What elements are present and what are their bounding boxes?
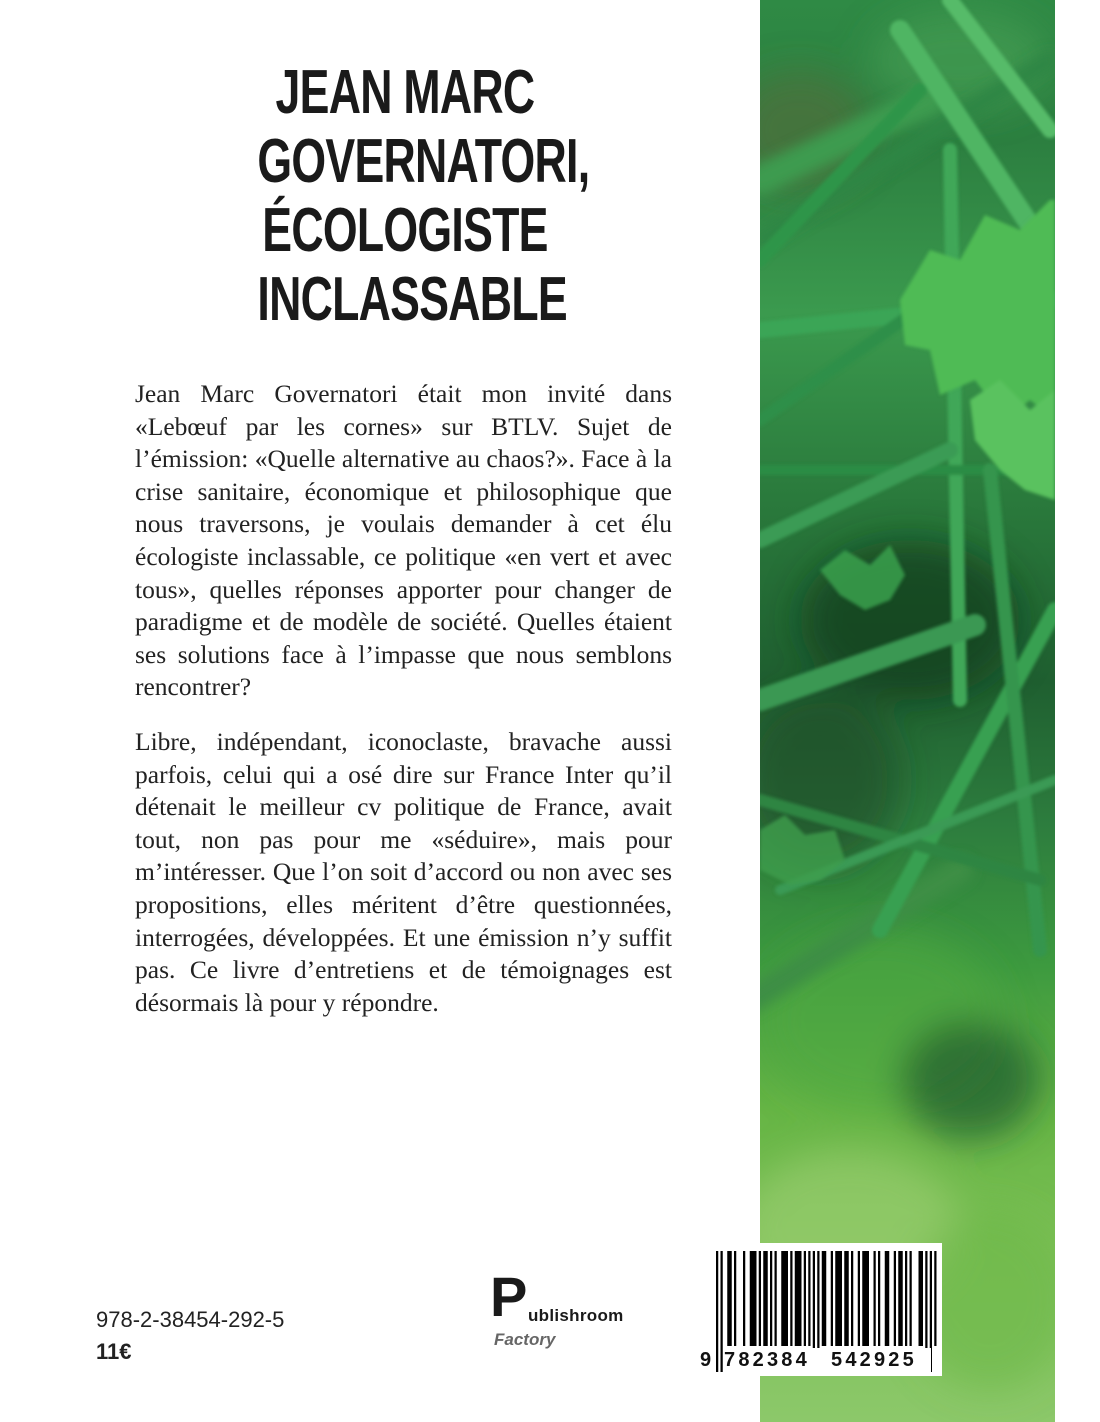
barcode-bar <box>759 1251 761 1346</box>
barcode-bar <box>727 1251 732 1346</box>
barcode-bar <box>734 1251 736 1346</box>
barcode-bar <box>716 1251 718 1372</box>
barcode-bar <box>862 1251 869 1346</box>
isbn-barcode <box>700 1243 942 1376</box>
logo-subtitle: Factory <box>494 1330 556 1349</box>
barcode-bar <box>851 1251 853 1346</box>
barcode-bar <box>770 1251 772 1346</box>
back-cover-blurb <box>135 378 672 1041</box>
barcode-bar <box>894 1251 896 1346</box>
barcode-bar <box>844 1251 849 1346</box>
title-line-4: INCLASSABLE <box>257 265 567 334</box>
barcode-bar <box>781 1251 788 1346</box>
herb-leaves-photo <box>760 0 1055 1422</box>
publisher-logo <box>490 1265 640 1380</box>
isbn-number: 978-2-38454-292-5 <box>96 1307 285 1332</box>
barcode-bar <box>905 1251 907 1346</box>
barcode-bar <box>804 1251 806 1346</box>
barcode-bar <box>874 1251 876 1346</box>
title-line-3: ÉCOLOGISTE <box>262 196 548 265</box>
barcode-bar <box>858 1251 860 1346</box>
barcode-bar <box>795 1251 802 1346</box>
barcode-bar <box>910 1251 912 1346</box>
barcode-bar <box>934 1251 936 1346</box>
book-title <box>257 58 590 334</box>
barcode-bar <box>808 1251 810 1346</box>
logo-name: ublishroom <box>528 1306 624 1325</box>
title-line-1: JEAN MARC <box>275 58 535 127</box>
barcode-bar <box>750 1251 757 1346</box>
barcode-lead-digit: 9 <box>700 1348 714 1372</box>
barcode-bar <box>831 1251 833 1346</box>
barcode-bar <box>790 1251 792 1346</box>
barcode-bar <box>775 1251 777 1346</box>
logo-initial: P <box>490 1265 528 1328</box>
price: 11€ <box>96 1339 132 1364</box>
barcode-bar <box>919 1251 924 1346</box>
barcode-bar <box>898 1251 903 1346</box>
barcode-bar <box>721 1251 723 1372</box>
barcode-bar <box>763 1251 768 1346</box>
herb-leaves-photo-art <box>760 0 1055 1422</box>
barcode-bar <box>822 1251 827 1346</box>
barcode-bar <box>743 1251 745 1346</box>
blurb-paragraph-2: Libre, indépendant, iconoclaste, bravache aussi parfois, celui qui a osé dire sur France Inter qu’il détenait le meilleur cv politique de France, avait tout, non pas pour me «séduire», mais pour m’intéresser. Que l’on soit d’accord ou non avec ses propositions, elles méritent d’être questionnées, interrogées, développées. Et une émission n’y suffit pas. Ce livre d’entretiens et de témoignages est désormais là pour y répondre. <box>135 726 672 1017</box>
barcode-bar <box>885 1251 890 1346</box>
barcode-bar <box>878 1251 880 1346</box>
barcode-bar <box>835 1251 842 1346</box>
blurb-paragraph-1: Jean Marc Governatori était mon invité dans «Lebœuf par les cornes» sur BTLV. Sujet de l’émission: «Quelle alternative au chaos?». Face à la crise sanitaire, économique et philosophique que nous traversons, je voulais demander à cet élu écologiste inclassable, ce politique «en vert et avec tous», quelles réponses apporter pour changer de paradigme et de modèle de société. Quelles étaient ses solutions face à l’impasse que nous semblons rencontrer? <box>135 379 672 702</box>
title-line-2: GOVERNATORI, <box>257 127 590 196</box>
barcode-left-group: 782384 <box>724 1348 822 1372</box>
barcode-right-group: 542925 <box>831 1348 931 1372</box>
